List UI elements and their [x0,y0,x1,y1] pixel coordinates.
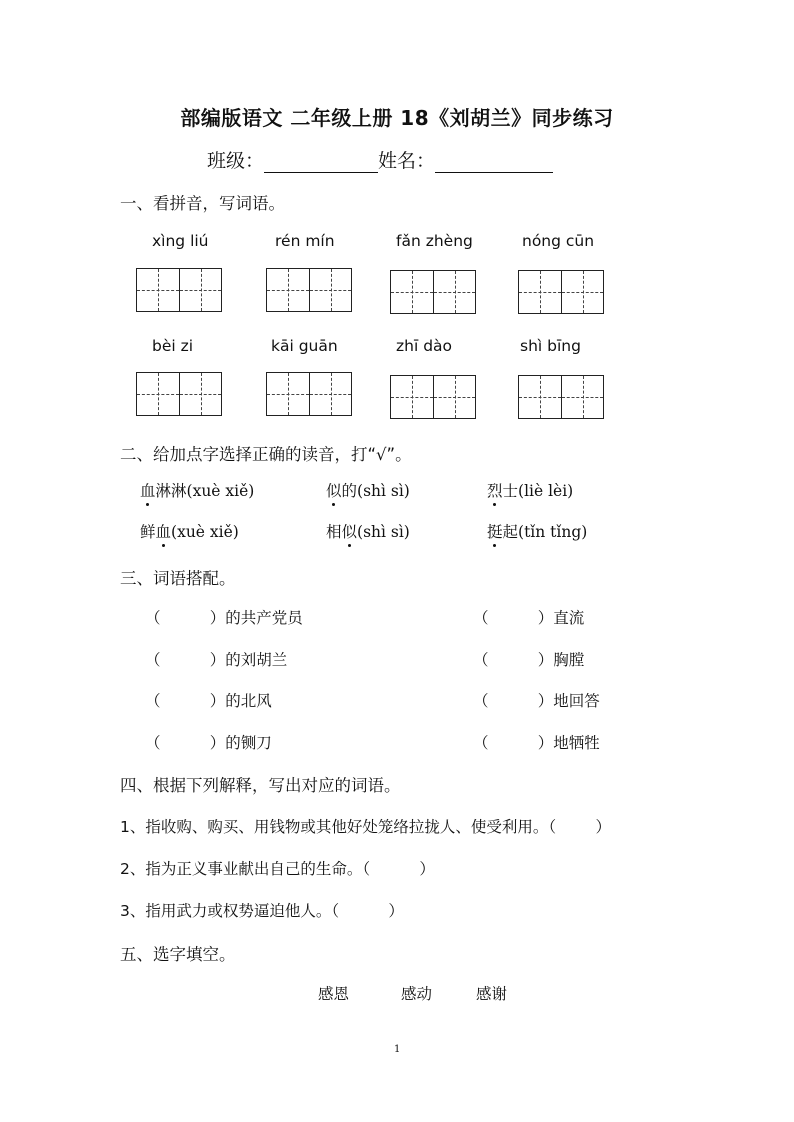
writing-grid[interactable] [390,375,476,419]
writing-grid[interactable] [518,375,604,419]
section1-heading: 一、看拼音，写词语。 [120,194,285,213]
reading-item[interactable] [140,479,254,501]
definition-item-1[interactable]: 1、指收购、购买、用钱物或其他好处笼络拉拢人、使受利用。（ ） [120,818,612,836]
reading-word-pre: 相 [326,523,342,541]
match-right-3[interactable]: （ ）地回答 [473,692,600,710]
pinyin-3: fǎn zhèng [396,232,473,250]
reading-options: (shì sì) [357,523,410,541]
reading-options: (liè lèi) [518,482,574,500]
reading-options: (xuè xiě) [171,523,239,541]
reading-word-post: 起 [502,523,519,541]
section5-heading: 五、选字填空。 [120,945,236,964]
name-field[interactable] [435,150,553,173]
section3-heading: 三、词语搭配。 [120,569,236,588]
match-left-3[interactable]: （ ）的北风 [145,692,272,710]
reading-item[interactable] [326,520,410,542]
class-label: 班级： [207,150,265,172]
dotted-char: 血 [140,479,156,501]
dotted-char: 挺 [487,520,503,542]
writing-grid[interactable] [390,270,476,314]
reading-options: (tǐn tǐng) [518,523,588,541]
match-right-2[interactable]: （ ）胸膛 [473,651,585,669]
writing-grid[interactable] [136,372,222,416]
writing-grid[interactable] [518,270,604,314]
writing-grid[interactable] [266,268,352,312]
dotted-char: 烈 [487,479,503,501]
reading-options: (shì sì) [357,482,410,500]
dotted-char: 似 [342,520,358,542]
section4-heading: 四、根据下列解释，写出对应的词语。 [120,776,401,795]
match-left-2[interactable]: （ ）的刘胡兰 [145,651,288,669]
writing-grid[interactable] [266,372,352,416]
section2-heading: 二、给加点字选择正确的读音，打“√”。 [120,445,412,464]
match-right-4[interactable]: （ ）地牺牲 [473,734,600,752]
reading-word-post: 士 [502,482,519,500]
match-left-4[interactable]: （ ）的铡刀 [145,734,272,752]
pinyin-4: nóng cūn [522,232,595,250]
pinyin-8: shì bīng [520,337,581,355]
dotted-char: 血 [156,520,172,542]
definition-item-2[interactable]: 2、指为正义事业献出自己的生命。（ ） [120,860,435,878]
reading-word-post: 的 [341,482,358,500]
class-name-line [207,146,553,173]
reading-word-post: 淋淋 [155,482,187,500]
reading-item[interactable] [487,520,587,542]
reading-item[interactable] [326,479,410,501]
choice-word-1: 感恩 [318,985,350,1003]
pinyin-5: bèi zi [152,337,194,355]
reading-item[interactable] [140,520,239,542]
pinyin-2: rén mín [275,232,335,250]
pinyin-1: xìng liú [152,232,209,250]
match-left-1[interactable]: （ ）的共产党员 [145,609,303,627]
reading-options: (xuè xiě) [186,482,255,500]
writing-grid[interactable] [136,268,222,312]
pinyin-6: kāi guān [271,337,338,355]
reading-item[interactable] [487,479,573,501]
pinyin-7: zhī dào [396,337,453,355]
match-right-1[interactable]: （ ）直流 [473,609,585,627]
page-number: 1 [394,1044,401,1055]
choice-word-3: 感谢 [476,985,508,1003]
definition-item-3[interactable]: 3、指用武力或权势逼迫他人。（ ） [120,902,404,920]
dotted-char: 似 [326,479,342,501]
name-label: 姓名： [378,150,436,172]
choice-word-2: 感动 [401,985,433,1003]
reading-word-pre: 鲜 [140,523,156,541]
page-title: 部编版语文 二年级上册 18《刘胡兰》同步练习 [180,106,614,130]
class-field[interactable] [264,150,378,173]
